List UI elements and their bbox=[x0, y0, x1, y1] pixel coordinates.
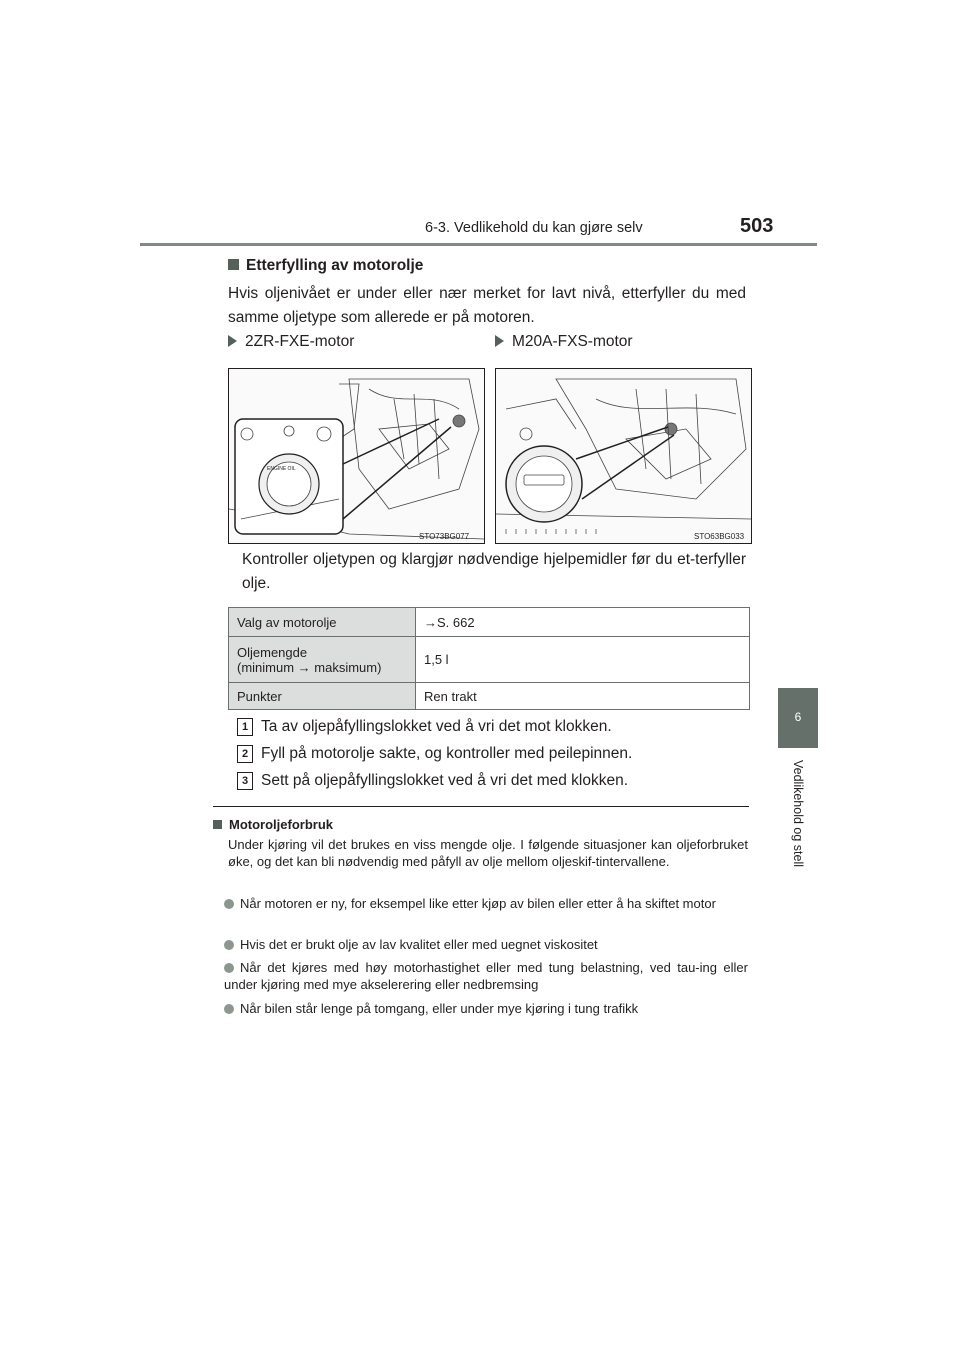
figure-code-2: STO63BG033 bbox=[694, 532, 745, 541]
engine-bay-drawing bbox=[229, 369, 484, 543]
table-key: Oljemengde (minimum → maksimum) bbox=[229, 637, 416, 683]
page-number: 503 bbox=[740, 215, 774, 237]
bullet-dot-icon bbox=[224, 899, 234, 909]
figure-code-1: STO73BG077 bbox=[419, 532, 470, 541]
list-item: Når det kjøres med høy motorhastighet eller med tung belastning, ved tau-ing eller under kjøring med mye akselerering eller nedbremsing bbox=[224, 960, 748, 992]
chapter-number: 6 bbox=[794, 710, 802, 724]
intro-paragraph: Hvis oljenivået er under eller nær merket for lavt nivå, etterfyller du med samme oljetype som allerede er på motoren. bbox=[228, 285, 746, 326]
table-row bbox=[229, 608, 750, 637]
list-item: Når bilen står lenge på tomgang, eller under mye kjøring i tung trafikk bbox=[224, 1000, 748, 1017]
triangle-bullet-icon bbox=[228, 335, 237, 347]
engine-illustration-2zr bbox=[228, 368, 485, 544]
bullet-dot-icon bbox=[224, 940, 234, 950]
table-value: Ren trakt bbox=[416, 683, 750, 710]
table-key: Valg av motorolje bbox=[229, 608, 416, 637]
figure-label-1: 2ZR-FXE-motor bbox=[228, 333, 354, 351]
note-title: Motoroljeforbruk bbox=[213, 817, 333, 832]
engine-illustration-m20a bbox=[495, 368, 752, 544]
running-header: 6-3. Vedlikehold du kan gjøre selv bbox=[425, 220, 643, 236]
triangle-bullet-icon bbox=[495, 335, 504, 347]
list-item: Hvis det er brukt olje av lav kvalitet eller med uegnet viskositet bbox=[224, 936, 748, 953]
step-item: 1 Ta av oljepåfyllingslokket ved å vri det mot klokken. bbox=[237, 718, 612, 736]
figure-label-2: M20A-FXS-motor bbox=[495, 333, 633, 351]
section-divider bbox=[213, 806, 749, 807]
table-key: Punkter bbox=[229, 683, 416, 710]
engine-bay-drawing bbox=[496, 369, 751, 543]
step-item: 3 Sett på oljepåfyllingslokket ved å vri det med klokken. bbox=[237, 772, 628, 790]
check-paragraph: Kontroller oljetypen og klargjør nødvendige hjelpemidler før du et-terfyller olje. bbox=[242, 551, 746, 592]
square-bullet-icon bbox=[228, 259, 239, 270]
table-row bbox=[229, 637, 750, 683]
step-number: 3 bbox=[237, 772, 253, 790]
header-divider bbox=[140, 243, 817, 246]
chapter-tab bbox=[778, 688, 818, 748]
note-body: Under kjøring vil det brukes en viss mengde olje. I følgende situasjoner kan oljeforbruket øke, og det kan bli nødvendig med påfyll av olje mellom oljeskif-tintervallene. bbox=[228, 837, 748, 869]
cap-text: ENGINE OIL bbox=[267, 466, 296, 472]
bullet-dot-icon bbox=[224, 963, 234, 973]
step-number: 2 bbox=[237, 745, 253, 763]
table-value: 1,5 l bbox=[416, 637, 750, 683]
step-item: 2 Fyll på motorolje sakte, og kontroller med peilepinnen. bbox=[237, 745, 632, 763]
bullet-dot-icon bbox=[224, 1004, 234, 1014]
spec-table bbox=[228, 607, 750, 710]
section-title: Etterfylling av motorolje bbox=[228, 257, 423, 275]
square-bullet-icon bbox=[213, 820, 222, 829]
step-number: 1 bbox=[237, 718, 253, 736]
table-value: →S. 662 bbox=[416, 608, 750, 637]
chapter-label: Vedlikehold og stell bbox=[791, 760, 805, 868]
table-row bbox=[229, 683, 750, 710]
list-item: Når motoren er ny, for eksempel like etter kjøp av bilen eller etter å ha skiftet motor bbox=[224, 895, 748, 912]
